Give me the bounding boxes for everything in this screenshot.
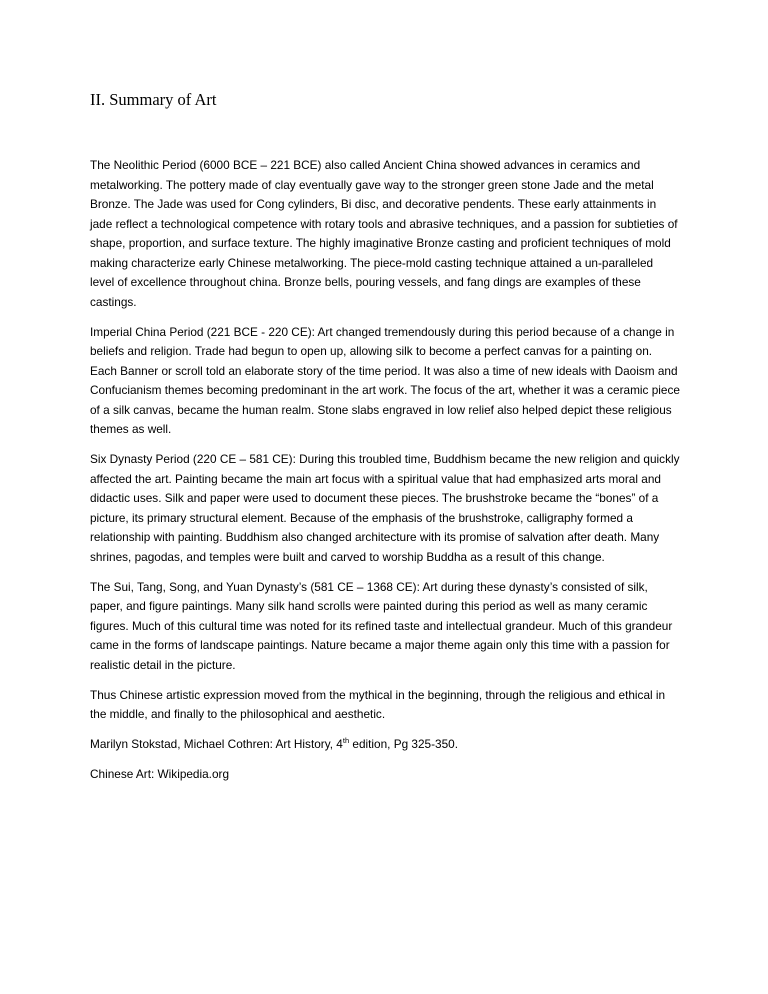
paragraph-conclusion: Thus Chinese artistic expression moved from the mythical in the beginning, through the religious and ethical in the middle, and finally to the philosophical and aesthetic. [90, 687, 666, 721]
paragraph-neolithic: The Neolithic Period (6000 BCE – 221 BCE) also called Ancient China showed advances in ceramics and metalworking. The pottery made of clay eventually gave way to the stronger green stone Jade and the metal Bronze. The Jade was used for Cong cylinders, Bi disc, and decorative pendents. These early attainments in jade reflect a technological competence with rotary tools and abrasive techniques, and a passion for subtieties of shape, proportion, and surface texture. The highly imaginative Bronze casting and proficient techniques of mold making characterize early Chinese metalworking. The piece-mold casting technique attained a un-paralleled level of excellence throughout china. Bronze bells, pouring vessels, and fang dings are examples of these castings. [90, 158, 678, 309]
reference-stokstad [90, 735, 680, 755]
reference-edition-superscript: th [342, 736, 350, 746]
paragraph-sui-tang-song-yuan: The Sui, Tang, Song, and Yuan Dynasty’s (581 CE – 1368 CE): Art during these dynasty’s consisted of silk, paper, and figure paintings. Many silk hand scrolls were painted during this period as well as many ceramic figures. Much of this cultural time was noted for its refined taste and intellectual grandeur. Much of this grandeur came in the forms of landscape paintings. Nature became a major theme again only this time with a passion for realistic detail in the picture. [90, 579, 673, 672]
paragraph-imperial: Imperial China Period (221 BCE - 220 CE): Art changed tremendously during this period because of a change in beliefs and religion. Trade had begun to open up, allowing silk to become a perfect canvas for a painting on. Each Banner or scroll told an elaborate story of the time period. It was also a time of new ideals with Daoism and Confucianism themes becoming predominant in the art work. The focus of the art, whether it was a ceramic piece of a silk canvas, became the human realm. Stone slabs engraved in low relief also helped depict these religious themes as well. [90, 324, 680, 436]
reference-stokstad-text: Marilyn Stokstad, Michael Cothren: Art History, 4 [90, 737, 343, 751]
reference-wikipedia: Chinese Art: Wikipedia.org [90, 767, 230, 781]
section-heading: II. Summary of Art [90, 90, 217, 109]
document-body [90, 156, 680, 795]
paragraph-six-dynasty: Six Dynasty Period (220 CE – 581 CE): During this troubled time, Buddhism became the new religion and quickly affected the art. Painting became the main art focus with a spiritual value that had emphasized arts moral and didactic uses. Silk and paper were used to document these pieces. The brushstroke became the “bones” of a picture, its primary structural element. Because of the emphasis of the brushstroke, calligraphy formed a relationship with painting. Buddhism also changed architecture with its promise of salvation after death. Many shrines, pagodas, and temples were built and carved to worship Buddha as a result of this change. [90, 452, 680, 564]
reference-stokstad-edition: edition, Pg 325-350. [349, 737, 458, 751]
